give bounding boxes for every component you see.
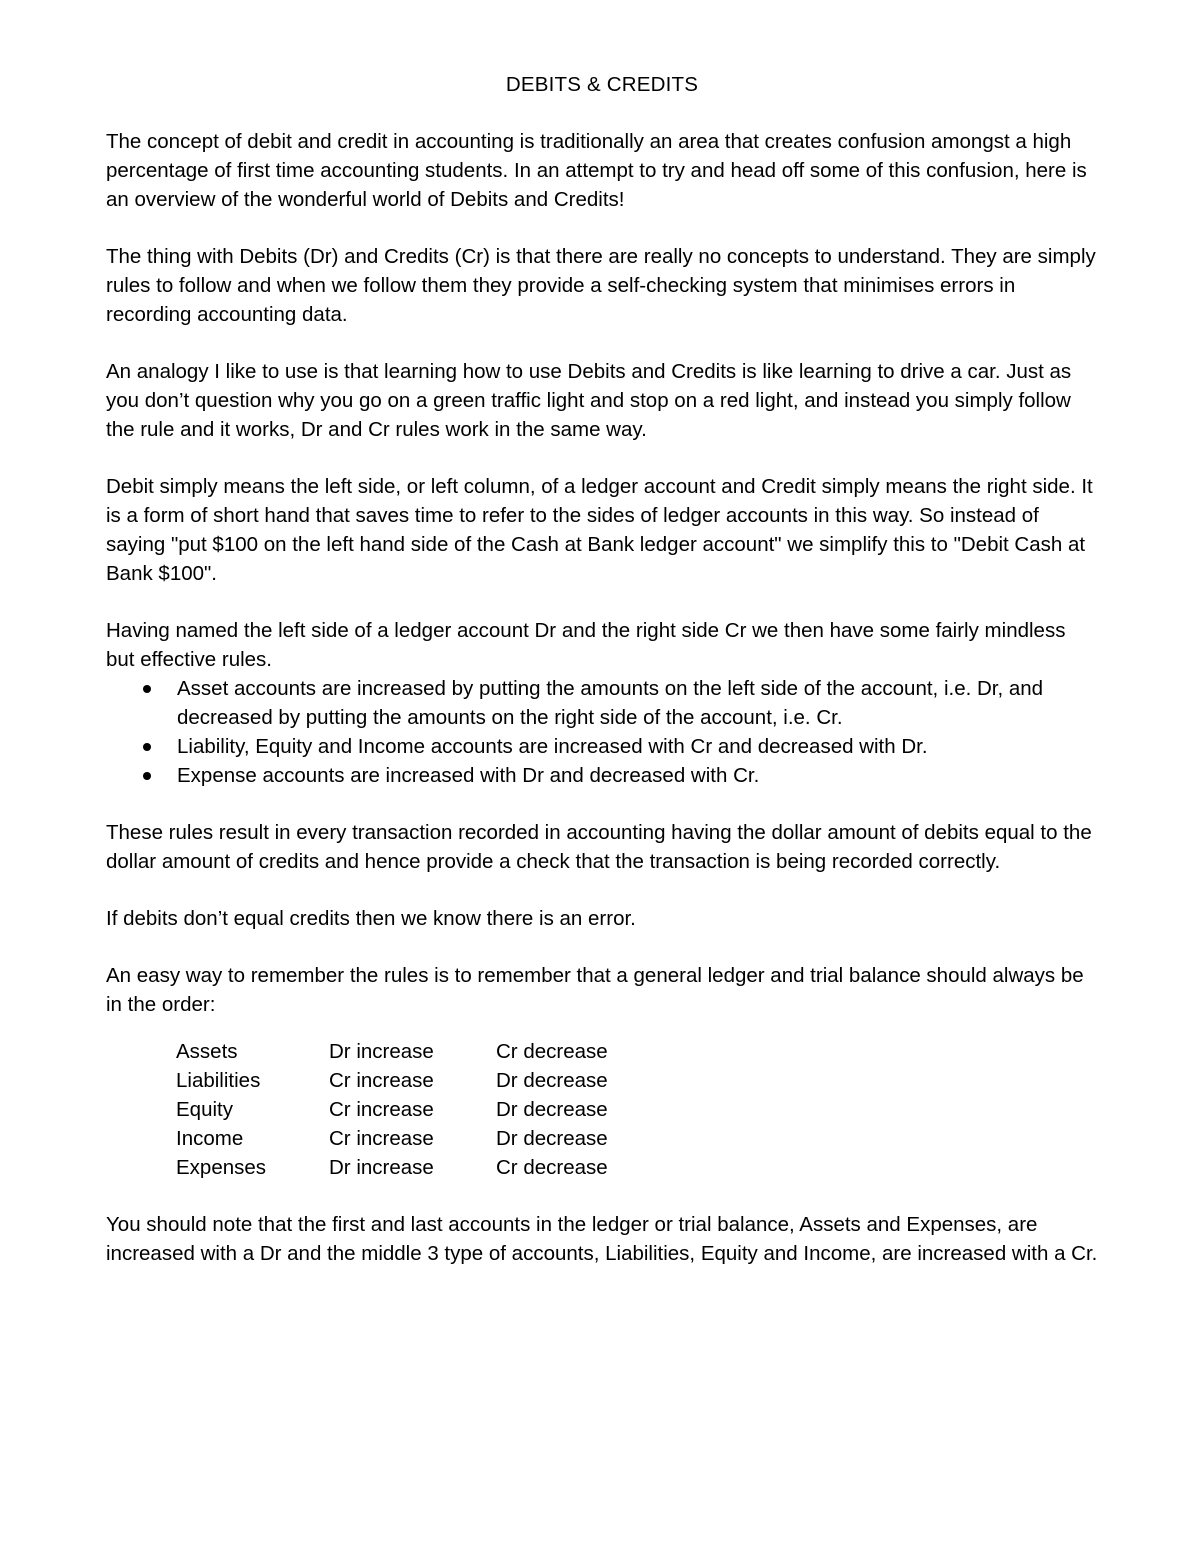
decrease-cell: Dr decrease [496,1098,608,1121]
increase-cell: Cr increase [329,1098,434,1121]
table-row [176,1153,656,1182]
paragraph-definition: Debit simply means the left side, or left column, of a ledger account and Credit simply means the right side. It is a form of short hand that saves time to refer to the sides of ledger accounts in this way. So instead of saying "put $100 on the left hand side of the Cash at Bank ledger account" we simplify this to "Debit Cash at Bank $100". [106,475,1093,585]
table-row [176,1037,656,1066]
list-item [106,761,1098,790]
paragraph-rules-concept: The thing with Debits (Dr) and Credits (Cr) is that there are really no concepts to understand. They are simply rules to follow and when we follow them they provide a self-checking system that minimises errors in recording accounting data. [106,245,1096,326]
account-type-cell: Income [176,1127,244,1150]
list-item-text: Asset accounts are increased by putting the amounts on the left side of the account, i.e. Dr, and decreased by putting the amounts on the right side of the account, i.e. Cr. [177,677,1044,729]
increase-cell: Cr increase [329,1127,434,1150]
paragraph-rules-intro: Having named the left side of a ledger account Dr and the right side Cr we then have some fairly mindless but effective rules. [106,619,1066,671]
table-row [176,1095,656,1124]
account-type-cell: Expenses [176,1156,267,1179]
paragraph-error: If debits don’t equal credits then we know there is an error. [106,907,636,930]
rules-list [106,674,1098,790]
paragraph-intro: The concept of debit and credit in accounting is traditionally an area that creates confusion amongst a high percentage of first time accounting students. In an attempt to try and head off some of this confusion, here is an overview of the wonderful world of Debits and Credits! [106,130,1087,211]
paragraph-analogy: An analogy I like to use is that learning how to use Debits and Credits is like learning to drive a car. Just as you don’t question why you go on a green traffic light and stop on a red light, and instead you simply follow the rule and it works, Dr and Cr rules work in the same way. [106,360,1072,441]
bullet-icon [143,743,151,751]
table-row [176,1124,656,1153]
increase-cell: Dr increase [329,1040,434,1063]
paragraph-result: These rules result in every transaction recorded in accounting having the dollar amount of debits equal to the dollar amount of credits and hence provide a check that the transaction is being recorded correctly. [106,821,1092,873]
list-item [106,732,1098,761]
account-type-cell: Liabilities [176,1069,261,1092]
rules-table [176,1037,656,1182]
bullet-icon [143,685,151,693]
decrease-cell: Cr decrease [496,1156,608,1179]
table-row [176,1066,656,1095]
document-page [106,70,1098,1296]
paragraph-order-intro: An easy way to remember the rules is to remember that a general ledger and trial balance should always be in the order: [106,964,1084,1016]
document-title: DEBITS & CREDITS [505,73,699,96]
decrease-cell: Dr decrease [496,1069,608,1092]
bullet-icon [143,772,151,780]
decrease-cell: Dr decrease [496,1127,608,1150]
list-item [106,674,1098,732]
account-type-cell: Equity [176,1098,233,1121]
list-item-text: Liability, Equity and Income accounts are increased with Cr and decreased with Dr. [177,735,928,758]
increase-cell: Cr increase [329,1069,434,1092]
paragraph-closing: You should note that the first and last accounts in the ledger or trial balance, Assets and Expenses, are increased with a Dr and the middle 3 type of accounts, Liabilities, Equity and Income, are increased with a Cr. [106,1213,1098,1265]
increase-cell: Dr increase [329,1156,434,1179]
account-type-cell: Assets [176,1040,238,1063]
decrease-cell: Cr decrease [496,1040,608,1063]
list-item-text: Expense accounts are increased with Dr and decreased with Cr. [177,764,760,787]
